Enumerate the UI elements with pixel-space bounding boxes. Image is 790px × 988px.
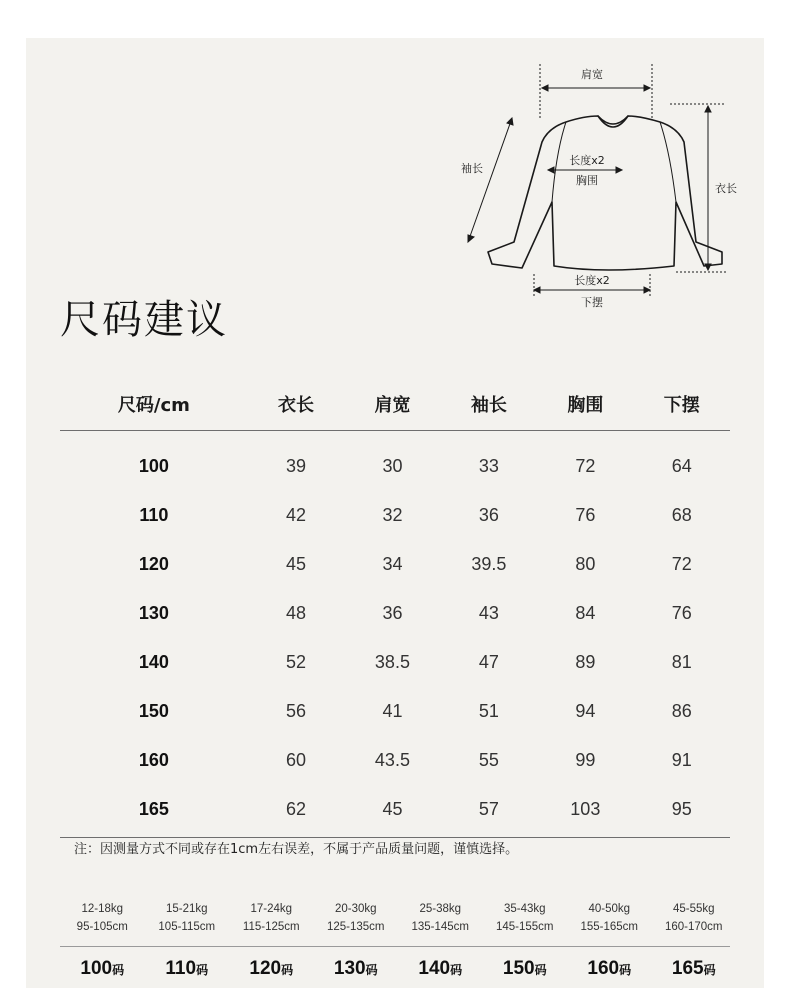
- size-code-number: 150: [502, 958, 535, 979]
- table-cell: 42: [286, 505, 307, 525]
- table-cell: 165: [60, 785, 248, 838]
- size-code: [483, 958, 568, 980]
- table-cell: 160: [138, 750, 169, 770]
- table-row: [60, 785, 730, 838]
- height-range: 115-125cm: [242, 921, 300, 933]
- table-cell: 110: [139, 505, 169, 525]
- height-range: 125-135cm: [326, 921, 385, 933]
- size-code-unit: 码: [703, 963, 716, 977]
- table-cell: 57: [441, 785, 537, 838]
- table-cell: 89: [575, 652, 596, 672]
- table-cell: 72: [575, 456, 596, 476]
- recommended-size-codes: [60, 958, 760, 980]
- size-code-number: 120: [249, 958, 282, 979]
- garment-diagram: [456, 52, 756, 332]
- size-table: [60, 378, 730, 838]
- size-code-number: 165: [671, 958, 704, 979]
- column-header: 肩宽: [344, 378, 440, 431]
- table-cell: 130: [138, 603, 169, 623]
- table-cell: 64: [671, 456, 692, 476]
- table-cell: 99: [575, 750, 596, 770]
- table-row: [60, 431, 730, 492]
- table-cell: 94: [575, 701, 596, 721]
- range-item: [60, 900, 145, 936]
- table-row: [60, 589, 730, 638]
- size-code-number: 140: [418, 958, 451, 979]
- table-row: [60, 687, 730, 736]
- length-label: 衣长: [715, 182, 737, 195]
- table-cell: 81: [671, 652, 692, 672]
- chest-label: 胸围: [576, 174, 598, 187]
- size-code-number: 130: [333, 958, 366, 979]
- column-header: 尺码/cm: [60, 378, 248, 431]
- range-item: [229, 900, 314, 936]
- table-cell: 86: [671, 701, 692, 721]
- height-range: 145-155cm: [495, 921, 554, 933]
- table-cell: 62: [248, 785, 344, 838]
- weight-range: 40-50kg: [588, 903, 631, 915]
- table-cell: 140: [138, 652, 169, 672]
- table-row: [60, 638, 730, 687]
- shoulder-label: 肩宽: [581, 68, 603, 81]
- table-header-row: [60, 378, 730, 431]
- height-range: 95-105cm: [76, 921, 128, 933]
- table-cell: 84: [575, 603, 596, 623]
- weight-range: 20-30kg: [334, 903, 377, 915]
- chest-note-label: 长度x2: [569, 154, 605, 167]
- size-code-unit: 码: [619, 963, 632, 977]
- size-code-unit: 码: [196, 963, 209, 977]
- table-cell: 34: [382, 554, 403, 574]
- table-cell: 56: [286, 701, 307, 721]
- table-cell: 32: [382, 505, 403, 525]
- size-code-unit: 码: [281, 963, 294, 977]
- table-cell: 43.5: [374, 750, 410, 770]
- height-range: 105-115cm: [158, 921, 216, 933]
- size-code-number: 160: [587, 958, 620, 979]
- table-cell: 36: [382, 603, 403, 623]
- table-cell: 150: [138, 701, 169, 721]
- table-cell: 60: [286, 750, 307, 770]
- size-code: [398, 958, 483, 980]
- page-title: 尺码建议: [60, 297, 228, 343]
- disclaimer-note: 注：因测量方式不同或存在1cm左右误差，不属于产品质量问题，谨慎选择。: [74, 842, 519, 857]
- table-cell: 48: [286, 603, 307, 623]
- sweatshirt-measurement-illustration: [456, 52, 756, 332]
- table-row: [60, 736, 730, 785]
- column-header: 衣长: [248, 378, 344, 431]
- range-item: [314, 900, 399, 936]
- range-item: [145, 900, 230, 936]
- range-item: [398, 900, 483, 936]
- hem-label: 下摆: [581, 296, 603, 309]
- table-cell: 47: [478, 652, 499, 672]
- height-range: 135-145cm: [411, 921, 470, 933]
- size-code-number: 110: [165, 958, 197, 979]
- weight-range: 17-24kg: [250, 903, 293, 915]
- range-item: [483, 900, 568, 936]
- table-cell: 76: [671, 603, 692, 623]
- weight-range: 25-38kg: [419, 903, 462, 915]
- weight-range: 45-55kg: [672, 903, 715, 915]
- size-guide-page: [26, 38, 764, 988]
- sleeve-label: 袖长: [461, 162, 483, 175]
- table-cell: 41: [382, 701, 403, 721]
- table-cell: 39.5: [471, 554, 507, 574]
- weight-range: 15-21kg: [165, 903, 208, 915]
- table-cell: 95: [634, 785, 730, 838]
- table-cell: 80: [575, 554, 596, 574]
- table-cell: 38.5: [374, 652, 410, 672]
- table-row: [60, 540, 730, 589]
- table-cell: 51: [478, 701, 499, 721]
- table-cell: 120: [138, 554, 169, 574]
- table-cell: 72: [671, 554, 692, 574]
- table-row: [60, 491, 730, 540]
- column-header: 袖长: [441, 378, 537, 431]
- size-code-number: 100: [80, 958, 113, 979]
- table-cell: 45: [286, 554, 307, 574]
- recommendation-ranges: [60, 900, 760, 936]
- size-code: [652, 958, 737, 980]
- range-item: [652, 900, 737, 936]
- table-cell: 36: [478, 505, 499, 525]
- size-code-unit: 码: [112, 963, 125, 977]
- table-cell: 76: [575, 505, 596, 525]
- divider: [60, 946, 730, 947]
- weight-range: 12-18kg: [81, 903, 124, 915]
- column-header: 胸围: [537, 378, 633, 431]
- size-code-unit: 码: [450, 963, 463, 977]
- table-cell: 55: [478, 750, 499, 770]
- size-code: [314, 958, 399, 980]
- size-code: [145, 958, 230, 980]
- size-code-unit: 码: [534, 963, 547, 977]
- table-cell: 39: [286, 456, 307, 476]
- table-cell: 103: [537, 785, 633, 838]
- range-item: [567, 900, 652, 936]
- size-code-unit: 码: [365, 963, 378, 977]
- table-cell: 91: [671, 750, 692, 770]
- table-cell: 30: [382, 456, 403, 476]
- size-code: [567, 958, 652, 980]
- table-cell: 100: [138, 456, 169, 476]
- table-cell: 33: [478, 456, 499, 476]
- table-cell: 43: [478, 603, 499, 623]
- table-cell: 45: [344, 785, 440, 838]
- height-range: 155-165cm: [580, 921, 639, 933]
- column-header: 下摆: [634, 378, 730, 431]
- weight-range: 35-43kg: [503, 903, 546, 915]
- table-cell: 68: [671, 505, 692, 525]
- height-range: 160-170cm: [664, 921, 723, 933]
- table-cell: 52: [286, 652, 307, 672]
- hem-note-label: 长度x2: [574, 274, 610, 287]
- size-code: [60, 958, 145, 980]
- size-code: [229, 958, 314, 980]
